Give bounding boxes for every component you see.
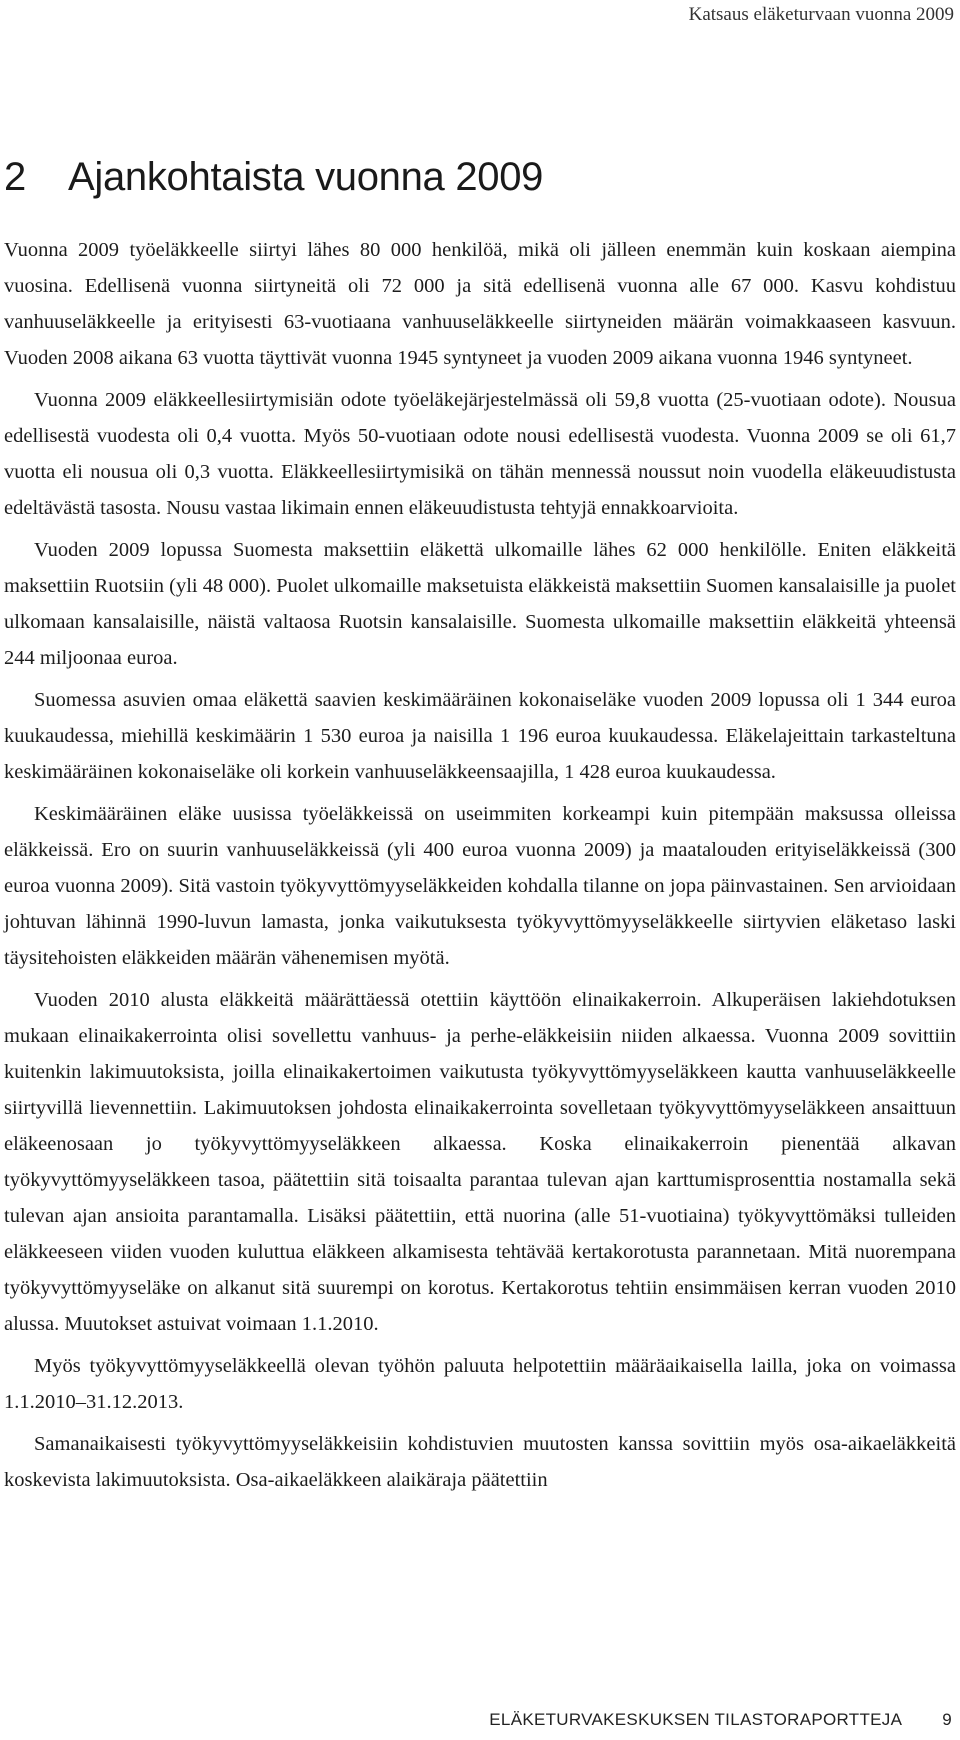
chapter-number: 2 bbox=[4, 155, 26, 199]
paragraph-6: Vuoden 2010 alusta eläkkeitä määrättäessä otettiin käyttöön elinaikakerroin. Alkuperäisen lakiehdotuksen mukaan elinaikakerrointa olisi sovellettu vanhuus- ja perhe-eläkkeisiin niiden alkaessa. Vuonna 2009 sovittiin kuitenkin lakimuutoksista, joilla elinaikakertoimen vaikutusta työkyvyttömyyseläkkeen kautta vanhuuseläkkeelle siirtyvillä lievennettiin. Lakimuutoksen johdosta elinaikakerrointa sovelletaan työkyvyttömyyseläkkeen ansaittuun eläkeenosaan jo työkyvyttömyyseläkkeen alkaessa. Koska elinaikakerroin pienentää alkavan työkyvyttömyyseläkkeen tasoa, päätettiin sitä toisaalta parantaa tulevan ajan karttumisprosenttia nostamalla sekä tulevan ajan ansioita parantamalla. Lisäksi päätettiin, että nuorina (alle 51-vuotiaina) työkyvyttömäksi tulleiden eläkkeeseen viiden vuoden kuluttua eläkkeen alkamisesta tehtävää kertakorotusta parannetaan. Mitä nuorempana työkyvyttömyyseläke on alkanut sitä suurempi on korotus. Kertakorotus tehtiin ensimmäisen kerran vuoden 2010 alussa. Muutokset astuivat voimaan 1.1.2010. bbox=[4, 989, 956, 1335]
paragraph-7: Myös työkyvyttömyyseläkkeellä olevan työhön paluuta helpotettiin määräaikaisella lailla, joka on voimassa 1.1.2010–31.12.2013. bbox=[4, 1355, 956, 1413]
running-header: Katsaus eläketurvaan vuonna 2009 bbox=[688, 4, 954, 25]
paragraph-5: Keskimääräinen eläke uusissa työeläkkeissä on useimmiten korkeampi kuin pitempään maksussa olleissa eläkkeissä. Ero on suurin vanhuuseläkkeissä (yli 400 euroa vuonna 2009) ja maatalouden erityiseläkkeissä (300 euroa vuonna 2009). Sitä vastoin työkyvyttömyyseläkkeiden kohdalla tilanne on jopa päinvastainen. Sen arvioidaan johtuvan lähinnä 1990-luvun lamasta, jonka vaikutuksesta työkyvyttömyyseläkkeelle siirtyvien eläketaso laski täysitehoisten eläkkeiden määrän vähenemisen myötä. bbox=[4, 803, 956, 969]
page-number: 9 bbox=[942, 1710, 952, 1729]
paragraph-4: Suomessa asuvien omaa eläkettä saavien keskimääräinen kokonaiseläke vuoden 2009 lopussa oli 1 344 euroa kuukaudessa, miehillä keskimäärin 1 530 euroa ja naisilla 1 196 euroa kuukaudessa. Eläkelajeittain tarkasteltuna keskimääräinen kokonaiseläke oli korkein vanhuuseläkkeensaajilla, 1 428 euroa kuukaudessa. bbox=[4, 689, 956, 783]
paragraph-8: Samanaikaisesti työkyvyttömyyseläkkeisiin kohdistuvien muutosten kanssa sovittiin myös osa-aikaeläkkeitä koskevista lakimuutoksista. Osa-aikaeläkkeen alaikäraja päätettiin bbox=[4, 1433, 956, 1491]
paragraph-1: Vuonna 2009 työeläkkeelle siirtyi lähes 80 000 henkilöä, mikä oli jälleen enemmän kuin koskaan aiempina vuosina. Edellisenä vuonna siirtyneitä oli 72 000 ja sitä edellisenä vuonna alle 67 000. Kasvu kohdistuu vanhuuseläkkeelle ja erityisesti 63-vuotiaana vanhuuseläkkeelle siirtyneiden määrän voimakkaaseen kasvuun. Vuoden 2008 aikana 63 vuotta täyttivät vuonna 1945 syntyneet ja vuoden 2009 aikana vuonna 1946 syntyneet. bbox=[4, 239, 956, 369]
paragraph-2: Vuonna 2009 eläkkeellesiirtymisiän odote työeläkejärjestelmässä oli 59,8 vuotta (25-vuotiaan odote). Nousua edellisestä vuodesta oli 0,4 vuotta. Myös 50-vuotiaan odote nousi edellisestä vuodesta. Vuonna 2009 se oli 61,7 vuotta eli nousua oli 0,3 vuotta. Eläkkeellesiirtymisikä on tähän mennessä noussut noin vuodella eläkeuudistusta edeltävästä tasosta. Nousu vastaa likimain ennen eläkeuudistusta tehtyjä ennakkoarvioita. bbox=[4, 389, 956, 519]
footer-publication-title: ELÄKETURVAKESKUKSEN TILASTORAPORTTEJA bbox=[489, 1710, 903, 1729]
body-text bbox=[4, 232, 956, 1504]
chapter-title bbox=[4, 155, 543, 200]
page-footer bbox=[489, 1710, 952, 1730]
paragraph-3: Vuoden 2009 lopussa Suomesta maksettiin eläkettä ulkomaille lähes 62 000 henkilölle. Eniten eläkkeitä maksettiin Ruotsiin (yli 48 000). Puolet ulkomaille maksetuista eläkkeistä maksettiin Suomen kansalaisille ja puolet ulkomaan kansalaisille, näistä valtaosa Ruotsin kansalaisille. Suomesta ulkomaille maksettiin eläkkeitä yhteensä 244 miljoonaa euroa. bbox=[4, 539, 956, 669]
chapter-title-text: Ajankohtaista vuonna 2009 bbox=[68, 155, 544, 199]
